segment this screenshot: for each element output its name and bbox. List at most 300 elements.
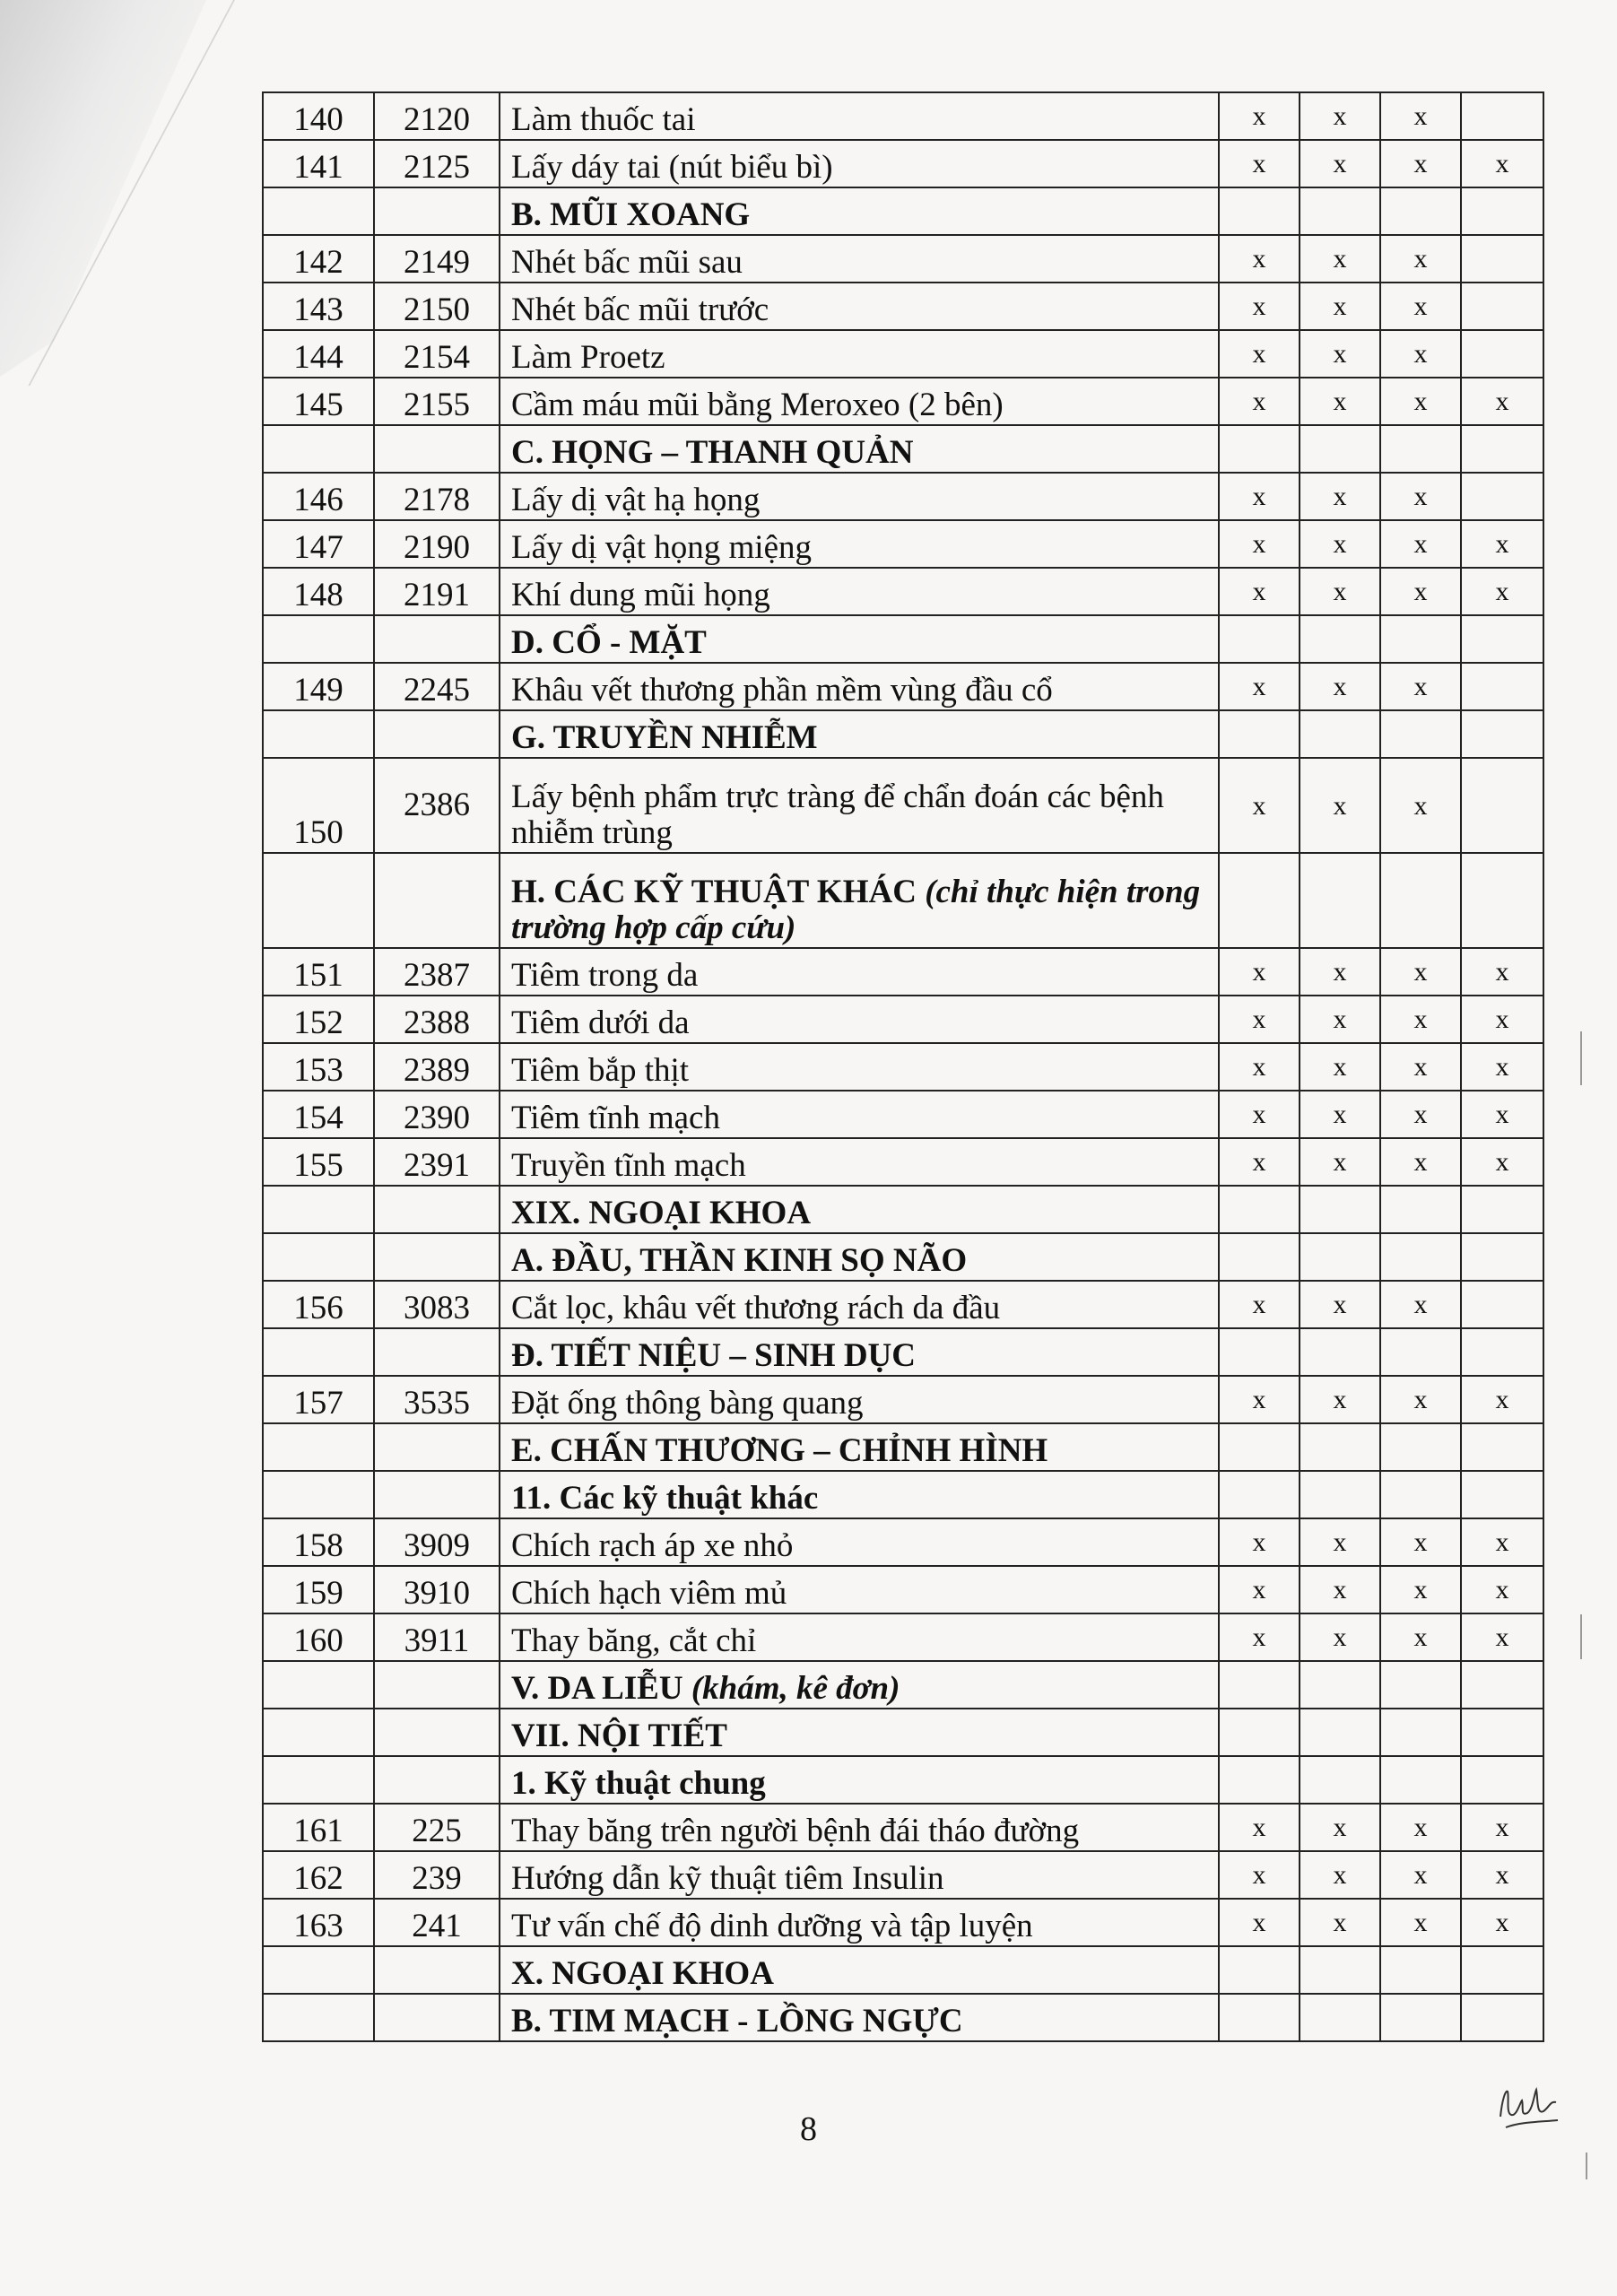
- procedure-row: [263, 473, 1543, 520]
- level-mark-cell: [1461, 235, 1543, 283]
- procedure-name-cell: Làm thuốc tai: [500, 92, 1219, 140]
- procedure-row: [263, 92, 1543, 140]
- level-mark-cell: x: [1219, 520, 1300, 568]
- procedure-row: [263, 758, 1543, 853]
- level-mark-cell: x: [1219, 92, 1300, 140]
- level-mark-cell: x: [1300, 378, 1380, 425]
- level-mark-cell: [1300, 1186, 1380, 1233]
- section-header-row: [263, 1661, 1543, 1709]
- level-mark-cell: [1461, 1186, 1543, 1233]
- procedure-name-cell: Truyền tĩnh mạch: [500, 1138, 1219, 1186]
- level-mark-cell: [1219, 1661, 1300, 1709]
- level-mark-cell: [1219, 1756, 1300, 1804]
- level-mark-cell: [1461, 1946, 1543, 1994]
- code-cell: 225: [374, 1804, 500, 1851]
- level-mark-cell: x: [1461, 948, 1543, 996]
- procedure-row: [263, 1613, 1543, 1661]
- section-title-text: Đ. TIẾT NIỆU – SINH DỤC: [511, 1337, 916, 1375]
- stt-cell: 160: [263, 1613, 374, 1661]
- level-mark-cell: [1461, 283, 1543, 330]
- level-mark-cell: x: [1461, 140, 1543, 187]
- level-mark-cell: x: [1219, 1518, 1300, 1566]
- stt-cell: 142: [263, 235, 374, 283]
- stt-cell: [263, 1661, 374, 1709]
- code-cell: 2150: [374, 283, 500, 330]
- scan-artifact-mark: [1586, 2152, 1587, 2179]
- procedure-table-body: [263, 92, 1543, 2041]
- section-note: (chỉ thực hiện trong trường hợp cấp cứu): [511, 873, 1201, 947]
- procedure-name-cell: Hướng dẫn kỹ thuật tiêm Insulin: [500, 1851, 1219, 1899]
- procedure-row: [263, 1281, 1543, 1328]
- level-mark-cell: [1300, 710, 1380, 758]
- code-cell: 3909: [374, 1518, 500, 1566]
- level-mark-cell: [1219, 853, 1300, 948]
- code-cell: [374, 1756, 500, 1804]
- level-mark-cell: [1380, 710, 1461, 758]
- level-mark-cell: x: [1300, 1281, 1380, 1328]
- level-mark-cell: [1461, 92, 1543, 140]
- code-cell: [374, 853, 500, 948]
- level-mark-cell: [1300, 1661, 1380, 1709]
- section-title-text: H. CÁC KỸ THUẬT KHÁC: [511, 873, 917, 910]
- level-mark-cell: x: [1300, 283, 1380, 330]
- stt-cell: [263, 615, 374, 663]
- level-mark-cell: x: [1300, 473, 1380, 520]
- section-header-row: [263, 615, 1543, 663]
- code-cell: 2386: [374, 758, 500, 853]
- procedure-name-cell: Tiêm dưới da: [500, 996, 1219, 1043]
- level-mark-cell: x: [1380, 758, 1461, 853]
- level-mark-cell: x: [1219, 330, 1300, 378]
- page-number: 8: [800, 2110, 817, 2148]
- code-cell: [374, 1233, 500, 1281]
- code-cell: 2389: [374, 1043, 500, 1091]
- level-mark-cell: x: [1300, 92, 1380, 140]
- code-cell: 2149: [374, 235, 500, 283]
- section-title: [500, 1709, 1219, 1756]
- procedure-row: [263, 948, 1543, 996]
- level-mark-cell: x: [1380, 330, 1461, 378]
- section-title: [500, 1994, 1219, 2041]
- procedure-name-cell: Cắt lọc, khâu vết thương rách da đầu: [500, 1281, 1219, 1328]
- level-mark-cell: [1380, 425, 1461, 473]
- stt-cell: [263, 425, 374, 473]
- code-cell: 2120: [374, 92, 500, 140]
- level-mark-cell: x: [1380, 473, 1461, 520]
- stt-cell: [263, 187, 374, 235]
- level-mark-cell: x: [1219, 1851, 1300, 1899]
- level-mark-cell: [1300, 615, 1380, 663]
- level-mark-cell: [1461, 425, 1543, 473]
- level-mark-cell: [1461, 473, 1543, 520]
- level-mark-cell: [1461, 1756, 1543, 1804]
- level-mark-cell: [1300, 1471, 1380, 1518]
- level-mark-cell: [1300, 1328, 1380, 1376]
- code-cell: 3911: [374, 1613, 500, 1661]
- section-header-row: [263, 1471, 1543, 1518]
- stt-cell: 141: [263, 140, 374, 187]
- code-cell: 3083: [374, 1281, 500, 1328]
- level-mark-cell: x: [1461, 1043, 1543, 1091]
- level-mark-cell: [1300, 853, 1380, 948]
- stt-cell: [263, 710, 374, 758]
- procedure-row: [263, 1851, 1543, 1899]
- procedure-row: [263, 996, 1543, 1043]
- level-mark-cell: [1219, 425, 1300, 473]
- section-title-text: B. TIM MẠCH - LỒNG NGỰC: [511, 2003, 963, 2040]
- level-mark-cell: [1300, 425, 1380, 473]
- level-mark-cell: x: [1219, 663, 1300, 710]
- stt-cell: 152: [263, 996, 374, 1043]
- stt-cell: 154: [263, 1091, 374, 1138]
- procedure-row: [263, 378, 1543, 425]
- level-mark-cell: x: [1219, 473, 1300, 520]
- procedure-row: [263, 235, 1543, 283]
- level-mark-cell: [1461, 615, 1543, 663]
- level-mark-cell: [1461, 710, 1543, 758]
- procedure-name-cell: Lấy dị vật họng miệng: [500, 520, 1219, 568]
- code-cell: [374, 615, 500, 663]
- level-mark-cell: [1380, 1709, 1461, 1756]
- procedure-row: [263, 568, 1543, 615]
- stt-cell: 143: [263, 283, 374, 330]
- section-header-row: [263, 1423, 1543, 1471]
- stt-cell: 145: [263, 378, 374, 425]
- procedure-name-cell: Lấy dáy tai (nút biểu bì): [500, 140, 1219, 187]
- procedure-row: [263, 1566, 1543, 1613]
- level-mark-cell: x: [1380, 235, 1461, 283]
- level-mark-cell: x: [1380, 1043, 1461, 1091]
- stt-cell: [263, 1186, 374, 1233]
- section-title-text: D. CỔ - MẶT: [511, 624, 707, 662]
- level-mark-cell: x: [1219, 568, 1300, 615]
- page-fold-edge: [0, 0, 235, 386]
- level-mark-cell: x: [1380, 1566, 1461, 1613]
- level-mark-cell: [1461, 663, 1543, 710]
- procedure-row: [263, 1518, 1543, 1566]
- level-mark-cell: x: [1219, 1376, 1300, 1423]
- stt-cell: [263, 1423, 374, 1471]
- level-mark-cell: x: [1380, 520, 1461, 568]
- level-mark-cell: [1300, 1994, 1380, 2041]
- procedure-row: [263, 520, 1543, 568]
- level-mark-cell: [1461, 1328, 1543, 1376]
- procedure-name-cell: Tư vấn chế độ dinh dưỡng và tập luyện: [500, 1899, 1219, 1946]
- section-title: [500, 1946, 1219, 1994]
- level-mark-cell: x: [1461, 520, 1543, 568]
- level-mark-cell: [1380, 1994, 1461, 2041]
- section-title-text: X. NGOẠI KHOA: [511, 1955, 774, 1993]
- stt-cell: 153: [263, 1043, 374, 1091]
- procedure-table: [262, 91, 1544, 2042]
- level-mark-cell: [1219, 1994, 1300, 2041]
- code-cell: 2125: [374, 140, 500, 187]
- procedure-name-cell: Đặt ống thông bàng quang: [500, 1376, 1219, 1423]
- level-mark-cell: x: [1461, 1804, 1543, 1851]
- level-mark-cell: x: [1219, 1043, 1300, 1091]
- code-cell: 2391: [374, 1138, 500, 1186]
- level-mark-cell: x: [1380, 283, 1461, 330]
- level-mark-cell: x: [1300, 140, 1380, 187]
- section-title-text: XIX. NGOẠI KHOA: [511, 1195, 812, 1232]
- level-mark-cell: [1461, 1661, 1543, 1709]
- level-mark-cell: x: [1380, 1613, 1461, 1661]
- level-mark-cell: x: [1219, 1566, 1300, 1613]
- level-mark-cell: x: [1300, 1138, 1380, 1186]
- section-title: [500, 615, 1219, 663]
- procedure-name-cell: Thay băng, cắt chỉ: [500, 1613, 1219, 1661]
- level-mark-cell: [1300, 1233, 1380, 1281]
- level-mark-cell: x: [1219, 996, 1300, 1043]
- level-mark-cell: [1219, 187, 1300, 235]
- level-mark-cell: x: [1300, 1518, 1380, 1566]
- level-mark-cell: [1461, 330, 1543, 378]
- level-mark-cell: x: [1461, 1851, 1543, 1899]
- procedure-row: [263, 1804, 1543, 1851]
- stt-cell: 162: [263, 1851, 374, 1899]
- section-title-text: G. TRUYỀN NHIỄM: [511, 719, 818, 757]
- signature-initials: [1493, 2081, 1565, 2135]
- level-mark-cell: x: [1219, 1804, 1300, 1851]
- procedure-name-cell: Chích rạch áp xe nhỏ: [500, 1518, 1219, 1566]
- stt-cell: 147: [263, 520, 374, 568]
- level-mark-cell: [1300, 187, 1380, 235]
- stt-cell: [263, 1233, 374, 1281]
- code-cell: 2388: [374, 996, 500, 1043]
- section-header-row: [263, 187, 1543, 235]
- level-mark-cell: x: [1380, 663, 1461, 710]
- level-mark-cell: x: [1300, 1043, 1380, 1091]
- section-header-row: [263, 1994, 1543, 2041]
- stt-cell: [263, 1946, 374, 1994]
- level-mark-cell: [1300, 1946, 1380, 1994]
- level-mark-cell: x: [1380, 568, 1461, 615]
- procedure-name-cell: Tiêm trong da: [500, 948, 1219, 996]
- level-mark-cell: [1380, 1328, 1461, 1376]
- level-mark-cell: x: [1300, 1804, 1380, 1851]
- level-mark-cell: [1380, 1423, 1461, 1471]
- section-title-text: C. HỌNG – THANH QUẢN: [511, 434, 914, 472]
- level-mark-cell: [1380, 1756, 1461, 1804]
- procedure-name-cell: Cầm máu mũi bằng Meroxeo (2 bên): [500, 378, 1219, 425]
- procedure-name-cell: Khí dung mũi họng: [500, 568, 1219, 615]
- procedure-name-cell: Chích hạch viêm mủ: [500, 1566, 1219, 1613]
- level-mark-cell: x: [1219, 1091, 1300, 1138]
- procedure-row: [263, 1043, 1543, 1091]
- stt-cell: 149: [263, 663, 374, 710]
- section-title: [500, 1661, 1219, 1709]
- level-mark-cell: x: [1300, 520, 1380, 568]
- level-mark-cell: x: [1219, 948, 1300, 996]
- code-cell: [374, 1423, 500, 1471]
- code-cell: 239: [374, 1851, 500, 1899]
- code-cell: 2390: [374, 1091, 500, 1138]
- code-cell: 2154: [374, 330, 500, 378]
- level-mark-cell: [1380, 1946, 1461, 1994]
- level-mark-cell: [1219, 1233, 1300, 1281]
- section-title: [500, 710, 1219, 758]
- section-title-text: A. ĐẦU, THẦN KINH SỌ NÃO: [511, 1242, 968, 1280]
- level-mark-cell: x: [1461, 1138, 1543, 1186]
- level-mark-cell: [1380, 615, 1461, 663]
- level-mark-cell: x: [1300, 1851, 1380, 1899]
- level-mark-cell: x: [1300, 1613, 1380, 1661]
- section-header-row: [263, 710, 1543, 758]
- level-mark-cell: x: [1461, 378, 1543, 425]
- stt-cell: 156: [263, 1281, 374, 1328]
- level-mark-cell: x: [1219, 1899, 1300, 1946]
- level-mark-cell: x: [1461, 1091, 1543, 1138]
- stt-cell: 155: [263, 1138, 374, 1186]
- procedure-row: [263, 330, 1543, 378]
- level-mark-cell: [1380, 1471, 1461, 1518]
- code-cell: 3535: [374, 1376, 500, 1423]
- level-mark-cell: x: [1219, 235, 1300, 283]
- level-mark-cell: x: [1300, 235, 1380, 283]
- code-cell: 2178: [374, 473, 500, 520]
- level-mark-cell: [1300, 1756, 1380, 1804]
- level-mark-cell: x: [1461, 568, 1543, 615]
- level-mark-cell: x: [1219, 378, 1300, 425]
- level-mark-cell: [1380, 1233, 1461, 1281]
- level-mark-cell: x: [1380, 1281, 1461, 1328]
- section-title-text: E. CHẤN THƯƠNG – CHỈNH HÌNH: [511, 1432, 1048, 1470]
- level-mark-cell: x: [1219, 1613, 1300, 1661]
- scan-artifact-mark: [1580, 1031, 1582, 1085]
- code-cell: [374, 710, 500, 758]
- level-mark-cell: [1380, 1186, 1461, 1233]
- level-mark-cell: [1461, 1994, 1543, 2041]
- section-title: [500, 1233, 1219, 1281]
- stt-cell: 148: [263, 568, 374, 615]
- section-note: (khám, kê đơn): [691, 1670, 900, 1708]
- section-header-row: [263, 425, 1543, 473]
- stt-cell: 159: [263, 1566, 374, 1613]
- stt-cell: [263, 1328, 374, 1376]
- level-mark-cell: x: [1380, 996, 1461, 1043]
- level-mark-cell: x: [1461, 1566, 1543, 1613]
- level-mark-cell: [1461, 1233, 1543, 1281]
- section-title-text: 11. Các kỹ thuật khác: [511, 1480, 819, 1518]
- level-mark-cell: x: [1461, 996, 1543, 1043]
- code-cell: 2245: [374, 663, 500, 710]
- level-mark-cell: [1219, 1709, 1300, 1756]
- section-title: [500, 1328, 1219, 1376]
- procedure-name-cell: Tiêm bắp thịt: [500, 1043, 1219, 1091]
- level-mark-cell: x: [1219, 140, 1300, 187]
- level-mark-cell: [1461, 187, 1543, 235]
- level-mark-cell: x: [1219, 758, 1300, 853]
- code-cell: [374, 1661, 500, 1709]
- level-mark-cell: x: [1380, 1518, 1461, 1566]
- section-title: [500, 425, 1219, 473]
- procedure-row: [263, 140, 1543, 187]
- stt-cell: 161: [263, 1804, 374, 1851]
- code-cell: [374, 1994, 500, 2041]
- section-title-text: B. MŨI XOANG: [511, 196, 751, 234]
- level-mark-cell: x: [1300, 568, 1380, 615]
- procedure-name-cell: Lấy bệnh phẩm trực tràng để chẩn đoán các bệnh nhiễm trùng: [500, 758, 1219, 853]
- section-title: [500, 1471, 1219, 1518]
- code-cell: [374, 1471, 500, 1518]
- level-mark-cell: x: [1300, 948, 1380, 996]
- level-mark-cell: [1461, 1471, 1543, 1518]
- code-cell: [374, 1328, 500, 1376]
- level-mark-cell: x: [1219, 1138, 1300, 1186]
- level-mark-cell: [1380, 1661, 1461, 1709]
- stt-cell: 140: [263, 92, 374, 140]
- stt-cell: 144: [263, 330, 374, 378]
- stt-cell: 157: [263, 1376, 374, 1423]
- level-mark-cell: [1300, 1423, 1380, 1471]
- code-cell: 3910: [374, 1566, 500, 1613]
- code-cell: [374, 1186, 500, 1233]
- code-cell: [374, 187, 500, 235]
- code-cell: 2387: [374, 948, 500, 996]
- procedure-name-cell: Thay băng trên người bệnh đái tháo đường: [500, 1804, 1219, 1851]
- stt-cell: [263, 853, 374, 948]
- level-mark-cell: x: [1300, 996, 1380, 1043]
- stt-cell: 151: [263, 948, 374, 996]
- level-mark-cell: x: [1300, 330, 1380, 378]
- level-mark-cell: x: [1461, 1376, 1543, 1423]
- level-mark-cell: [1461, 1709, 1543, 1756]
- code-cell: [374, 1709, 500, 1756]
- level-mark-cell: [1380, 187, 1461, 235]
- level-mark-cell: x: [1300, 663, 1380, 710]
- procedure-row: [263, 1138, 1543, 1186]
- code-cell: 2191: [374, 568, 500, 615]
- level-mark-cell: x: [1380, 92, 1461, 140]
- procedure-row: [263, 1091, 1543, 1138]
- section-title-text: 1. Kỹ thuật chung: [511, 1765, 766, 1803]
- level-mark-cell: x: [1380, 1899, 1461, 1946]
- section-header-row: [263, 1328, 1543, 1376]
- level-mark-cell: x: [1300, 1091, 1380, 1138]
- level-mark-cell: [1461, 1281, 1543, 1328]
- code-cell: [374, 425, 500, 473]
- stt-cell: 150: [263, 758, 374, 853]
- level-mark-cell: x: [1380, 948, 1461, 996]
- level-mark-cell: [1380, 853, 1461, 948]
- level-mark-cell: x: [1380, 1091, 1461, 1138]
- scan-artifact-mark: [1580, 1614, 1582, 1659]
- level-mark-cell: x: [1380, 1804, 1461, 1851]
- procedure-name-cell: Làm Proetz: [500, 330, 1219, 378]
- level-mark-cell: x: [1461, 1899, 1543, 1946]
- code-cell: 2190: [374, 520, 500, 568]
- section-title: [500, 1423, 1219, 1471]
- level-mark-cell: [1461, 758, 1543, 853]
- procedure-name-cell: Nhét bấc mũi trước: [500, 283, 1219, 330]
- level-mark-cell: [1219, 615, 1300, 663]
- procedure-name-cell: Khâu vết thương phần mềm vùng đầu cổ: [500, 663, 1219, 710]
- code-cell: 2155: [374, 378, 500, 425]
- code-cell: [374, 1946, 500, 1994]
- level-mark-cell: x: [1380, 1376, 1461, 1423]
- level-mark-cell: [1300, 1709, 1380, 1756]
- level-mark-cell: x: [1300, 758, 1380, 853]
- procedure-name-cell: Nhét bấc mũi sau: [500, 235, 1219, 283]
- level-mark-cell: [1461, 853, 1543, 948]
- level-mark-cell: [1219, 1328, 1300, 1376]
- level-mark-cell: [1219, 1186, 1300, 1233]
- section-title-text: VII. NỘI TIẾT: [511, 1718, 727, 1755]
- code-cell: 241: [374, 1899, 500, 1946]
- level-mark-cell: x: [1380, 1138, 1461, 1186]
- level-mark-cell: x: [1300, 1376, 1380, 1423]
- section-title: [500, 187, 1219, 235]
